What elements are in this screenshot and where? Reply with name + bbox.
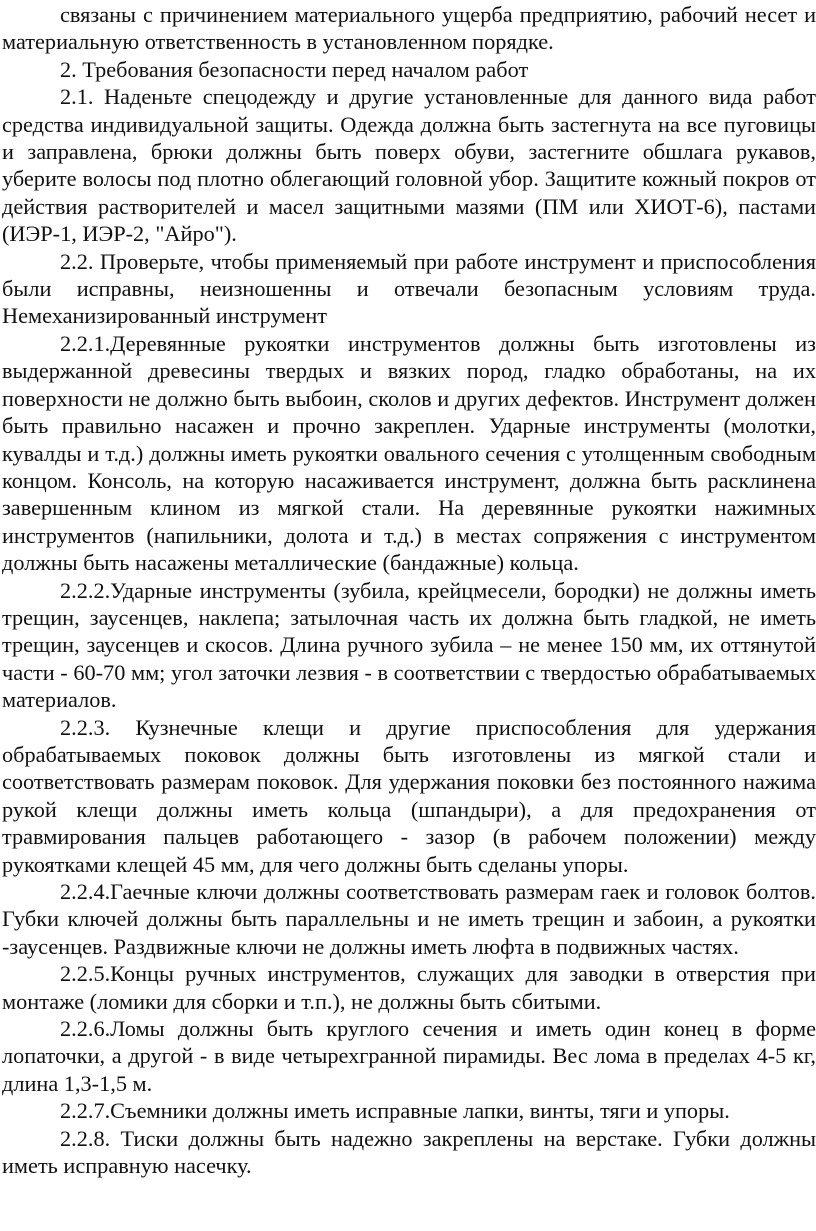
paragraph-2-2-6: 2.2.6.Ломы должны быть круглого сечения и иметь один конец в форме лопаточки, а другой - в виде четырехгранной пирамиды. Вес лома в пределах 4-5 кг, длина 1,3-1,5 м. [2, 1016, 816, 1096]
section-heading-safety-before-work: 2. Требования безопасности перед началом работ [60, 56, 529, 82]
paragraph-2-2-3: 2.2.3. Кузнечные клещи и другие приспособления для удержания обрабатываемых поковок должны быть изготовлены из мягкой стали и соответствовать размерам поковок. Для удержания поковки без постоянного нажима рукой клещи должны иметь кольца (шпандыри), а для предохранения от травмирования пальцев работающего - зазор (в рабочем положении) между рукоятками клещей 45 мм, для чего должны быть сделаны упоры. [2, 714, 816, 877]
document-body [2, 1, 816, 1179]
paragraph-liability-continuation: связаны с причинением материального ущерба предприятию, рабочий несет и материальную ответственность в установленном порядке. [2, 2, 816, 55]
paragraph-2-2-2: 2.2.2.Ударные инструменты (зубила, крейцмесели, бородки) не должны иметь трещин, заусенцев, наклепа; затылочная часть их должна быть гладкой, не иметь трещин, заусенцев и скосов. Длина ручного зубила – не менее 150 мм, их оттянутой части - 60-70 мм; угол заточки лезвия - в соответствии с твердостью обрабатываемых материалов. [2, 577, 816, 713]
paragraph-2-2: 2.2. Проверьте, чтобы применяемый при работе инструмент и приспособления были исправны, неизношенны и отвечали безопасным условиям труда. Немеханизированный инструмент [2, 248, 816, 329]
paragraph-2-2-7: 2.2.7.Съемники должны иметь исправные лапки, винты, тяги и упоры. [60, 1098, 730, 1124]
paragraph-2-1: 2.1. Наденьте спецодежду и другие установленные для данного вида работ средства индивидуальной защиты. Одежда должна быть застегнута на все пуговицы и заправлена, брюки должны быть поверх обуви, застегните обшлага рукавов, уберите волосы под плотно облегающий головной убор. Защитите кожный покров от действия растворителей и масел защитными мазями (ПМ или ХИОТ-6), пастами (ИЭР-1, ИЭР-2, "Айро"). [2, 84, 816, 247]
paragraph-2-2-5: 2.2.5.Концы ручных инструментов, служащих для заводки в отверстия при монтаже (ломики для сборки и т.п.), не должны быть сбитыми. [2, 961, 816, 1014]
paragraph-2-2-8: 2.2.8. Тиски должны быть надежно закреплены на верстаке. Губки должны иметь исправную насечку. [2, 1125, 816, 1179]
paragraph-2-2-4: 2.2.4.Гаечные ключи должны соответствовать размерам гаек и головок болтов. Губки ключей должны быть параллельны и не иметь трещин и забоин, а рукоятки -заусенцев. Раздвижные ключи не должны иметь люфта в подвижных частях. [2, 879, 816, 959]
paragraph-2-2-1: 2.2.1.Деревянные рукоятки инструментов должны быть изготовлены из выдержанной древесины твердых и вязких пород, гладко обработаны, на их поверхности не должно быть выбоин, сколов и других дефектов. Инструмент должен быть правильно насажен и прочно закреплен. Ударные инструменты (молотки, кувалды и т.д.) должны иметь рукоятки овального сечения с утолщенным свободным концом. Консоль, на которую насаживается инструмент, должна быть расклинена завершенным клином из мягкой стали. На деревянные рукоятки нажимных инструментов (напильники, долота и т.д.) в местах сопряжения с инструментом должны быть насажены металлические (бандажные) кольца. [2, 330, 816, 576]
